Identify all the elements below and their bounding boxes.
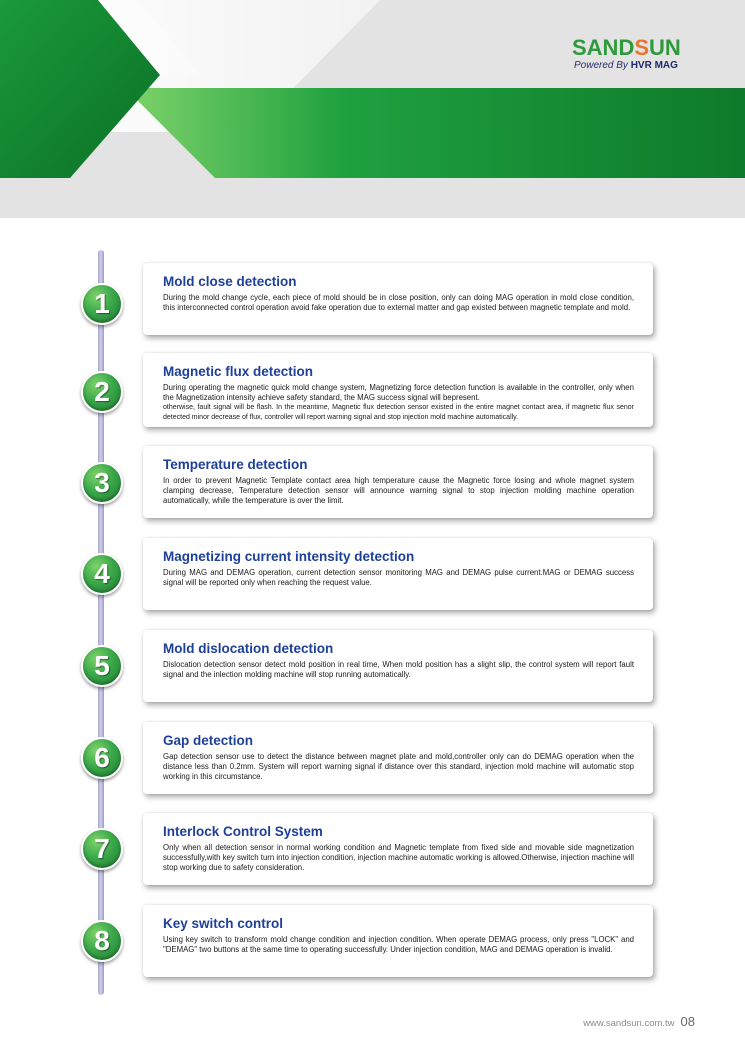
card-title: Gap detection xyxy=(163,733,254,748)
feature-card-7 xyxy=(143,813,653,885)
card-text: Only when all detection sensor in normal working condition and Magnetic template from fixed side and movable side magnetization successfully,with key switch turn into injection condition, injection machine automatic working is allowed.Otherwise, injection machine will stop working due to safety consideration. xyxy=(163,843,634,873)
card-title: Mold dislocation detection xyxy=(163,641,334,656)
step-badge-1: 1 xyxy=(81,283,123,325)
feature-card-5 xyxy=(143,630,653,702)
card-text: During MAG and DEMAG operation, current detection sensor monitoring MAG and DEMAG pulse current.MAG or DEMAG success signal will be reported only when reaching the request value. xyxy=(163,568,634,588)
card-title: Mold close detection xyxy=(163,274,297,289)
logo-wordmark: SANDSUN xyxy=(572,35,681,60)
card-text: During operating the magnetic quick mold change system, Magnetizing force detection function is available in the controller, only when the Magnetization intensity achieve safety standard, the MAG success signal will bepresent. xyxy=(163,383,634,403)
timeline-bar xyxy=(98,250,104,995)
feature-card-2 xyxy=(143,353,653,427)
feature-card-1 xyxy=(143,263,653,335)
page-footer xyxy=(583,1014,695,1029)
step-badge-6: 6 xyxy=(81,737,123,779)
logo-tagline: Powered By HVR MAG xyxy=(574,60,678,71)
step-badge-4: 4 xyxy=(81,553,123,595)
card-text: During the mold change cycle, each piece of mold should be in close position, only can doing MAG operation in mold close condition, this interconnected control operation avoid fake operation due to external matter and gap existed between magnetic template and mold. xyxy=(163,293,634,313)
step-badge-3: 3 xyxy=(81,462,123,504)
card-text-continued: otherwise, fault signal will be flash. In the meantime, Magnetic flux detection sensor existed in the entire magnet contact area, if magnetic flux senor detected minor decrease of flux, controller will report warning signal and stop injection mold machine automatically. xyxy=(163,404,634,421)
step-badge-7: 7 xyxy=(81,828,123,870)
card-title: Magnetic flux detection xyxy=(163,364,314,379)
step-badge-2: 2 xyxy=(81,371,123,413)
feature-card-8 xyxy=(143,905,653,977)
header-graphic xyxy=(0,0,745,218)
card-title: Temperature detection xyxy=(163,457,308,472)
card-text: Dislocation detection sensor detect mold position in real time, When mold position has a slight slip, the control system will report fault signal and the inlection molding machine will stop running automatically. xyxy=(163,660,634,680)
card-text: In order to prevent Magnetic Template contact area high temperature cause the Magnetic force losing and whole magnet system clamping decrease, Temperature detection sensor will announce warning signal to stop injection molding machine operation automatically, while the temperature is over the limit. xyxy=(163,476,634,506)
card-title: Key switch control xyxy=(163,916,284,931)
step-badge-8: 8 xyxy=(81,920,123,962)
card-text: Gap detection sensor use to detect the distance between magnet plate and mold,controller only can do DEMAG operation when the distance less than 0.2mm. System will report warning signal if distance over this standard, injection mold machine will automatic stop working in this circumstance. xyxy=(163,752,634,782)
brand-logo xyxy=(572,36,682,80)
step-badge-5: 5 xyxy=(81,645,123,687)
card-title: Interlock Control System xyxy=(163,824,323,839)
page-number: 08 xyxy=(680,1014,695,1029)
page-header xyxy=(0,0,745,218)
website-link[interactable]: www.sandsun.com.tw xyxy=(583,1018,675,1029)
card-text: Using key switch to transform mold change condition and injection condition. When operate DEMAG process, only press "LOCK" and "DEMAG" two buttons at the same time to operating successfully. Under injection condition, MAG and DEMAG operation is invalid. xyxy=(163,935,634,955)
feature-card-6 xyxy=(143,722,653,794)
card-title: Magnetizing current intensity detection xyxy=(163,549,415,564)
feature-card-4 xyxy=(143,538,653,610)
feature-card-3 xyxy=(143,446,653,518)
